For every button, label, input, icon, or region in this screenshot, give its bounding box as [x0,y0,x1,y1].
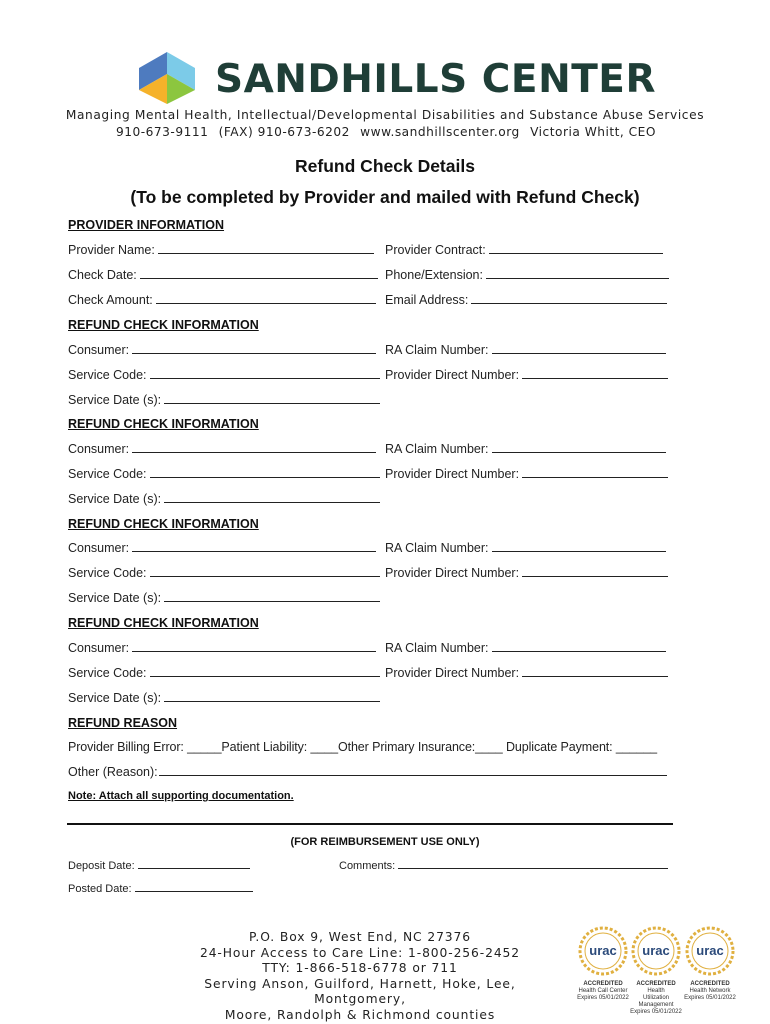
posted-date-field[interactable] [68,882,253,895]
consumer-label: Consumer: [68,641,130,655]
provider-direct-number-field[interactable] [385,467,668,481]
service-date-field[interactable] [68,492,380,506]
ra-claim-number-input[interactable] [492,641,666,652]
provider-direct-number-label: Provider Direct Number: [385,666,520,680]
phone-extension-input[interactable] [486,268,669,279]
service-code-label: Service Code: [68,467,147,481]
provider-direct-number-input[interactable] [522,666,668,677]
provider-contract-field[interactable] [385,243,663,257]
other-reason-input[interactable] [159,765,667,776]
ra-claim-number-label: RA Claim Number: [385,442,489,456]
seal-caption: Utilization [642,995,669,1001]
provider-contract-input[interactable] [489,243,663,254]
comments-label: Comments: [339,860,396,872]
seal-status: ACCREDITED [583,981,623,987]
posted-date-input[interactable] [135,882,253,892]
consumer-field[interactable] [68,343,376,357]
service-date-label: Service Date (s): [68,393,162,407]
service-date-input[interactable] [164,591,380,602]
urac-brand: urac [642,943,670,958]
service-date-label: Service Date (s): [68,591,162,605]
seal-caption: Health [647,988,665,994]
provider-section-heading: PROVIDER INFORMATION [68,218,225,232]
org-name: SANDHILLS CENTER [215,57,656,102]
refund-check-heading: REFUND CHECK INFORMATION [68,318,259,332]
service-date-input[interactable] [164,691,380,702]
address-line: Serving Anson, Guilford, Harnett, Hoke, Lee, Montgomery, [204,976,516,1006]
reimbursement-heading: (FOR REIMBURSEMENT USE ONLY) [290,836,480,848]
provider-direct-number-label: Provider Direct Number: [385,368,520,382]
service-date-field[interactable] [68,393,380,407]
email-address-field[interactable] [385,293,667,307]
provider-direct-number-field[interactable] [385,566,668,580]
check-amount-label: Check Amount: [68,293,153,307]
seal-status: ACCREDITED [690,981,730,987]
seal-caption: Health Network [689,988,731,994]
consumer-input[interactable] [132,442,376,453]
service-code-label: Service Code: [68,566,147,580]
seal-caption: Management [638,1002,674,1008]
provider-direct-number-label: Provider Direct Number: [385,467,520,481]
seal-status: ACCREDITED [636,981,676,987]
service-code-input[interactable] [150,368,380,379]
address-line: TTY: 1-866-518-6778 or 711 [262,961,458,975]
consumer-label: Consumer: [68,541,130,555]
contact-line [116,125,656,139]
service-date-label: Service Date (s): [68,492,162,506]
provider-direct-number-label: Provider Direct Number: [385,566,520,580]
check-date-field[interactable] [68,268,378,282]
service-code-field[interactable] [68,368,380,382]
deposit-date-field[interactable] [68,859,250,872]
service-code-input[interactable] [150,467,380,478]
refund-reason-options[interactable]: Provider Billing Error: _____Patient Liability: ____Other Primary Insurance:____ Duplicate Payment: ______ [68,740,658,754]
seal-caption: Health Call Center [578,988,628,994]
section-divider [67,823,673,825]
consumer-field[interactable] [68,442,376,456]
service-code-input[interactable] [150,566,380,577]
refund-check-heading: REFUND CHECK INFORMATION [68,417,259,431]
consumer-field[interactable] [68,541,376,555]
check-date-input[interactable] [140,268,378,279]
provider-name-field[interactable] [68,243,374,257]
address-line: 24-Hour Access to Care Line: 1-800-256-2452 [199,945,520,960]
posted-date-label: Posted Date: [68,883,132,895]
provider-direct-number-input[interactable] [522,566,668,577]
check-date-label: Check Date: [68,268,137,282]
ra-claim-number-label: RA Claim Number: [385,541,489,555]
email-address-input[interactable] [471,293,667,304]
address-line: Moore, Randolph & Richmond counties [224,1007,496,1022]
refund-check-heading: REFUND CHECK INFORMATION [68,616,259,630]
service-date-input[interactable] [164,492,380,503]
ra-claim-number-label: RA Claim Number: [385,343,489,357]
provider-name-input[interactable] [158,243,374,254]
phone-extension-field[interactable] [385,268,669,282]
urac-brand: urac [696,943,724,958]
ra-claim-number-input[interactable] [492,541,666,552]
provider-direct-number-input[interactable] [522,467,668,478]
service-date-field[interactable] [68,591,380,605]
ra-claim-number-field[interactable] [385,343,666,357]
seal-caption: Expires 05/01/2022 [630,1009,682,1015]
address-line: P.O. Box 9, West End, NC 27376 [249,930,471,944]
service-date-field[interactable] [68,691,380,705]
service-code-input[interactable] [150,666,380,677]
urac-seal [678,926,742,1002]
ra-claim-number-field[interactable] [385,442,666,456]
website-link[interactable]: www.sandhillscenter.org [360,125,520,139]
other-reason-label: Other (Reason): [68,765,158,779]
consumer-input[interactable] [132,343,376,354]
documentation-note: Note: Attach all supporting documentation. [68,790,294,802]
page-title: Refund Check Details [295,156,475,176]
phone-extension-label: Phone/Extension: [385,268,483,282]
ra-claim-number-field[interactable] [385,541,666,555]
service-code-label: Service Code: [68,368,147,382]
service-code-field[interactable] [68,467,380,481]
other-reason-field[interactable] [68,765,667,779]
page-subtitle: (To be completed by Provider and mailed with Refund Check) [130,187,640,207]
consumer-label: Consumer: [68,442,130,456]
seal-caption: Expires 05/01/2022 [684,995,736,1001]
provider-contract-label: Provider Contract: [385,243,486,257]
provider-direct-number-field[interactable] [385,666,668,680]
urac-brand: urac [589,943,617,958]
phone-number: 910-673-9111 [116,125,209,139]
email-address-label: Email Address: [385,293,469,307]
refund-check-heading: REFUND CHECK INFORMATION [68,517,259,531]
ceo-name: Victoria Whitt, CEO [530,125,656,139]
deposit-date-input[interactable] [138,859,250,869]
check-amount-input[interactable] [156,293,376,304]
service-code-field[interactable] [68,666,380,680]
consumer-label: Consumer: [68,343,130,357]
ra-claim-number-input[interactable] [492,343,666,354]
sandhills-logo-icon [137,52,197,104]
service-date-input[interactable] [164,393,380,404]
consumer-input[interactable] [132,541,376,552]
ra-claim-number-input[interactable] [492,442,666,453]
service-code-label: Service Code: [68,666,147,680]
ra-claim-number-field[interactable] [385,641,666,655]
provider-name-label: Provider Name: [68,243,155,257]
ra-claim-number-label: RA Claim Number: [385,641,489,655]
seal-caption: Expires 05/01/2022 [577,995,629,1001]
check-amount-field[interactable] [68,293,376,307]
consumer-field[interactable] [68,641,376,655]
comments-input[interactable] [398,859,668,869]
service-date-label: Service Date (s): [68,691,162,705]
comments-field[interactable] [339,859,668,872]
provider-direct-number-input[interactable] [522,368,668,379]
fax-number: (FAX) 910-673-6202 [218,125,350,139]
refund-reason-heading: REFUND REASON [68,716,178,730]
org-tagline: Managing Mental Health, Intellectual/Developmental Disabilities and Substance Abuse Services [65,108,705,122]
deposit-date-label: Deposit Date: [68,860,135,872]
footer-address [170,930,550,1023]
consumer-input[interactable] [132,641,376,652]
service-code-field[interactable] [68,566,380,580]
provider-direct-number-field[interactable] [385,368,668,382]
